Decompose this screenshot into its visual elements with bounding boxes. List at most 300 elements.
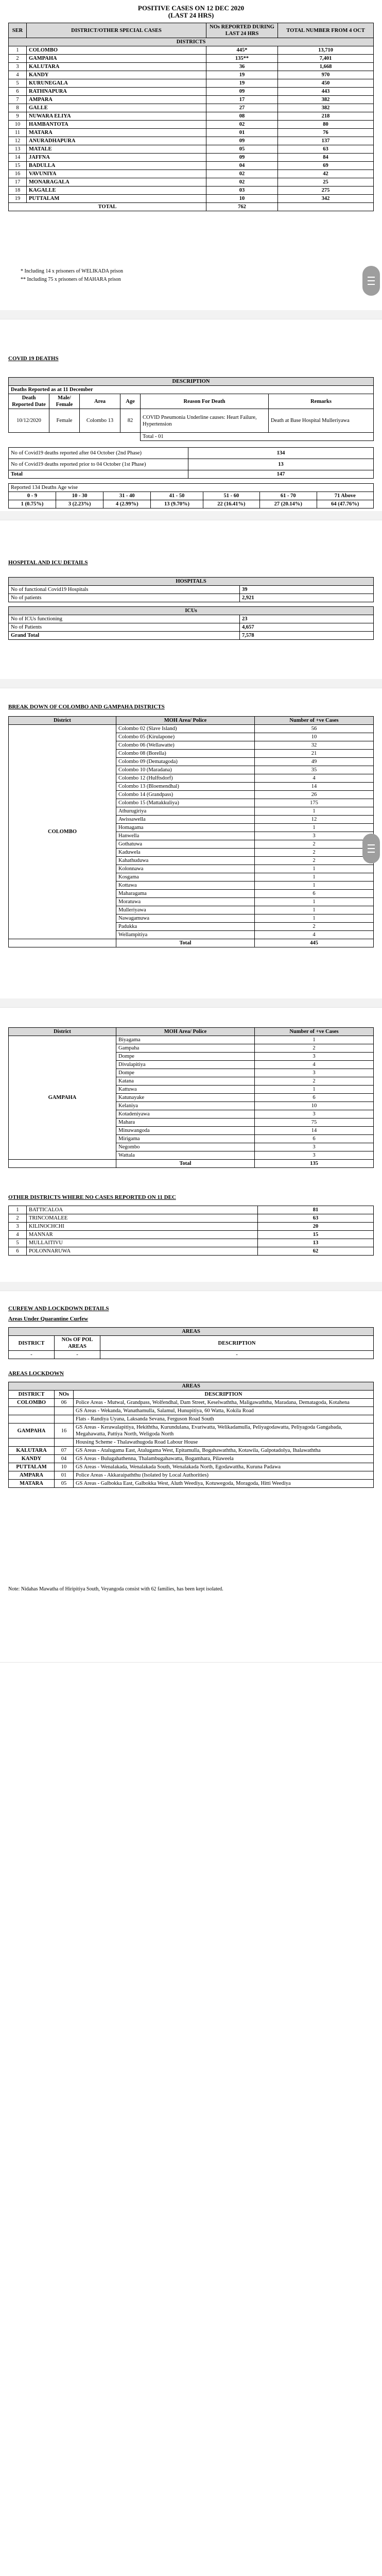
- moh-area: Moratuwa: [116, 898, 255, 906]
- row-last24: 04: [206, 162, 278, 170]
- l-col-desc: DESCRIPTION: [74, 1391, 374, 1399]
- row-total: 970: [278, 71, 374, 79]
- case-count: 32: [255, 741, 374, 750]
- l-district: PUTTALAM: [9, 1463, 55, 1471]
- moh-area: Maharagama: [116, 890, 255, 898]
- case-count: 1: [255, 824, 374, 832]
- moh-area: Colombo 09 (Dematagoda): [116, 758, 255, 766]
- l-description: GS Areas - Atalugama East, Atalugama West, Epitamulla, Bogahawaththa, Kotawila, Galpotadolya, Ihalawaththa: [74, 1447, 374, 1455]
- table-row: [9, 121, 374, 129]
- district-cell: GAMPAHA: [9, 1036, 116, 1160]
- row-ser: 3: [9, 63, 27, 71]
- row-last24: 02: [206, 170, 278, 178]
- age-head: 71 Above: [317, 492, 373, 500]
- row-last24: 17: [206, 96, 278, 104]
- row-ser: 10: [9, 121, 27, 129]
- case-count: 12: [255, 816, 374, 824]
- l-description: Flats - Randiya Uyana, Laksanda Sevana, Ferguson Road South: [74, 1415, 374, 1423]
- page-hospital: [0, 520, 382, 679]
- page-positive-cases: [0, 0, 382, 310]
- row-last24: 135**: [206, 55, 278, 63]
- moh-area: Dompe: [116, 1053, 255, 1061]
- l-district: [9, 1415, 55, 1423]
- case-count: 3: [255, 1110, 374, 1118]
- row-ser: 19: [9, 195, 27, 203]
- moh-area: Divulapitiya: [116, 1061, 255, 1069]
- row-cases: 62: [258, 1247, 374, 1256]
- row-total: 80: [278, 121, 374, 129]
- moh-area: Colombo 10 (Maradana): [116, 766, 255, 774]
- table-row: [9, 1036, 374, 1044]
- case-count: 2: [255, 857, 374, 865]
- hosp-value-0: 39: [240, 586, 374, 594]
- table-row: [9, 187, 374, 195]
- table-row: [9, 1415, 374, 1423]
- l-nos: [55, 1415, 74, 1423]
- age-value: 4 (2.99%): [103, 500, 151, 509]
- after-label: No of Covid19 deaths reported after 04 October (2nd Phase): [9, 448, 188, 459]
- row-district: MANNAR: [27, 1231, 258, 1239]
- breakdown-heading: BREAK DOWN OF COLOMBO AND GAMPAHA DISTRICTS: [8, 704, 165, 710]
- l-district: KANDY: [9, 1455, 55, 1463]
- case-count: 1: [255, 1036, 374, 1044]
- page-gap: [0, 1282, 382, 1291]
- row-ser: 4: [9, 1231, 27, 1239]
- moh-area: Colombo 13 (Bloemendhal): [116, 783, 255, 791]
- col-total: TOTAL NUMBER FROM 4 OCT: [278, 23, 374, 38]
- row-district: MONARAGALA: [27, 178, 206, 187]
- l-nos: 04: [55, 1455, 74, 1463]
- row-district: KAGALLE: [27, 187, 206, 195]
- total-row: [9, 939, 374, 947]
- icus-label: ICUs: [9, 607, 374, 615]
- moh-area: Kattuwa: [116, 1086, 255, 1094]
- table-row: [9, 162, 374, 170]
- total-value: 762: [206, 203, 278, 211]
- case-count: 2: [255, 1044, 374, 1053]
- row-district: HAMBANTOTA: [27, 121, 206, 129]
- l-nos: [55, 1407, 74, 1415]
- row-total: 450: [278, 79, 374, 88]
- death-area: Colombo 13: [80, 409, 120, 433]
- table-row: [9, 725, 374, 733]
- moh-area: Colombo 12 (Hulftsdorf): [116, 774, 255, 783]
- row-ser: 13: [9, 145, 27, 154]
- row-district: JAFFNA: [27, 154, 206, 162]
- deaths-table: [8, 377, 374, 441]
- table-row: [9, 104, 374, 112]
- l-col-nos: NOs: [55, 1391, 74, 1399]
- table-row: [9, 1463, 374, 1471]
- moh-area: Wellampitiya: [116, 931, 255, 939]
- row-district: MATARA: [27, 129, 206, 137]
- page-title: POSITIVE CASES ON 12 DEC 2020: [137, 4, 245, 12]
- case-count: 1: [255, 807, 374, 816]
- col-age: Age: [120, 394, 141, 409]
- l-description: Housing Scheme - Thalawathugoda Road Labour House: [74, 1438, 374, 1447]
- scroll-handle-icon[interactable]: [362, 834, 380, 863]
- l-areas-label: AREAS: [9, 1382, 374, 1391]
- row-total: 42: [278, 170, 374, 178]
- note-welikada: * Including 14 x prisoners of WELIKADA prison: [21, 268, 123, 274]
- positive-cases-table: [8, 23, 374, 211]
- table-row: [9, 1423, 374, 1438]
- l-nos: 10: [55, 1463, 74, 1471]
- table-row: [9, 1447, 374, 1455]
- prior-value: 13: [188, 459, 374, 470]
- death-reason: COVID Pneumonia Underline causes: Heart Failure, Hypertension: [141, 409, 269, 433]
- col-remarks: Remarks: [269, 394, 374, 409]
- case-count: 1: [255, 882, 374, 890]
- row-district: BATTICALOA: [27, 1206, 258, 1214]
- row-last24: 27: [206, 104, 278, 112]
- row-ser: 11: [9, 129, 27, 137]
- moh-area: Colombo 14 (Grandpass): [116, 791, 255, 799]
- total-row: [9, 1160, 374, 1168]
- table-row: [9, 178, 374, 187]
- l-nos: 07: [55, 1447, 74, 1455]
- l-nos: 06: [55, 1399, 74, 1407]
- hospital-heading: HOSPITAL AND ICU DETAILS: [8, 560, 88, 566]
- row-district: KANDY: [27, 71, 206, 79]
- row-last24: 02: [206, 121, 278, 129]
- table-row: [9, 170, 374, 178]
- row-cases: 20: [258, 1223, 374, 1231]
- moh-area: Dompe: [116, 1069, 255, 1077]
- age-label: Reported 134 Deaths Age wise: [9, 484, 374, 492]
- case-count: 56: [255, 725, 374, 733]
- row-ser: 7: [9, 96, 27, 104]
- total-empty: [278, 203, 374, 211]
- moh-area: Padukka: [116, 923, 255, 931]
- deaths-summary-table: [8, 447, 374, 479]
- q-areas-label: AREAS: [9, 1328, 374, 1336]
- row-district: ANURADHAPURA: [27, 137, 206, 145]
- case-count: 3: [255, 1069, 374, 1077]
- row-ser: 9: [9, 112, 27, 121]
- table-row: [9, 129, 374, 137]
- moh-area: Colombo 15 (Mattakkuliya): [116, 799, 255, 807]
- deaths-total-label: Total: [9, 470, 188, 479]
- table-row: [9, 1480, 374, 1488]
- deaths-heading: COVID 19 DEATHS: [8, 355, 59, 362]
- l-description: GS Areas - Wekanda, Wanathamulla, Salamul, Hunupitiya, 60 Watta, Kokila Road: [74, 1407, 374, 1415]
- note-mahara: ** Including 75 x prisoners of MAHARA prison: [21, 277, 121, 282]
- l-district: COLOMBO: [9, 1399, 55, 1407]
- case-count: 1: [255, 873, 374, 882]
- row-ser: 5: [9, 79, 27, 88]
- lockdown-table: [8, 1382, 374, 1488]
- row-total: 84: [278, 154, 374, 162]
- table-row: [9, 88, 374, 96]
- age-value: 3 (2.23%): [56, 500, 103, 509]
- row-district: MATALE: [27, 145, 206, 154]
- case-count: 4: [255, 774, 374, 783]
- l-district: AMPARA: [9, 1471, 55, 1480]
- table-row: [9, 1231, 374, 1239]
- col-district: District: [9, 717, 116, 725]
- prior-label: No of Covid19 deaths reported prior to 04 October (1st Phase): [9, 459, 188, 470]
- l-description: GS Areas - Wenalakada, Wenalakada South, Wenalakada North, Egodawattha, Kuruna Padawa: [74, 1463, 374, 1471]
- row-last24: 01: [206, 129, 278, 137]
- total-value: 135: [255, 1160, 374, 1168]
- case-count: 26: [255, 791, 374, 799]
- l-nos: 16: [55, 1423, 74, 1438]
- deaths-total-01: Total - 01: [141, 433, 374, 441]
- page-gap: [0, 511, 382, 520]
- total-label: TOTAL: [9, 203, 206, 211]
- case-count: 14: [255, 783, 374, 791]
- row-total: 63: [278, 145, 374, 154]
- col-reason: Reason For Death: [141, 394, 269, 409]
- table-row: [9, 63, 374, 71]
- row-cases: 81: [258, 1206, 374, 1214]
- table-row: [9, 1471, 374, 1480]
- row-district: VAVUNIYA: [27, 170, 206, 178]
- death-remarks: Death at Base Hospital Mulleriyawa: [269, 409, 374, 433]
- moh-area: Katunayake: [116, 1094, 255, 1102]
- row-district: BADULLA: [27, 162, 206, 170]
- l-col-district: DISTRICT: [9, 1391, 55, 1399]
- moh-area: Kaduwela: [116, 849, 255, 857]
- col-moh: MOH Area/ Police: [116, 1028, 255, 1036]
- col-death-date: Death Reported Date: [9, 394, 49, 409]
- case-count: 6: [255, 1094, 374, 1102]
- total-row: [9, 203, 374, 211]
- l-district: [9, 1407, 55, 1415]
- row-cases: 13: [258, 1239, 374, 1247]
- l-description: Police Areas - Akkaraipaththu (Isolated by Local Authorities): [74, 1471, 374, 1480]
- row-total: 13,710: [278, 46, 374, 55]
- row-last24: 08: [206, 112, 278, 121]
- page-colombo-breakdown: [0, 688, 382, 998]
- moh-area: Awissawella: [116, 816, 255, 824]
- row-ser: 6: [9, 1247, 27, 1256]
- q-col-district: DISTRICT: [9, 1336, 55, 1351]
- case-count: 2: [255, 849, 374, 857]
- table-row: [9, 1247, 374, 1256]
- l-description: GS Areas - Kerawalapitiya, Hekiththa, Kurundulana, Evariwatta, Welikadamulla, Peliyagodawatta, Peliyagoda Gangabada, Megahawatta, Pattiya North, Weligoda North: [74, 1423, 374, 1438]
- col-last24: NOs REPORTED DURING LAST 24 HRS: [206, 23, 278, 38]
- deaths-reported-label: Deaths Reported as at 11 December: [9, 386, 374, 394]
- row-total: 218: [278, 112, 374, 121]
- colombo-table: [8, 716, 374, 947]
- row-total: 69: [278, 162, 374, 170]
- table-row: [9, 195, 374, 203]
- col-ser: SER: [9, 23, 27, 38]
- moh-area: Colombo 08 (Borella): [116, 750, 255, 758]
- icu-label-1: No of Patients: [9, 623, 240, 632]
- row-ser: 14: [9, 154, 27, 162]
- moh-area: Mahara: [116, 1118, 255, 1127]
- row-cases: 15: [258, 1231, 374, 1239]
- moh-area: Colombo 05 (Kirulapone): [116, 733, 255, 741]
- deaths-total-value: 147: [188, 470, 374, 479]
- l-description: Police Areas - Mutwal, Grandpass, Wolfendhal, Dam Street, Keselwaththa, Maligawaththa, Maradana, Dematagoda, Kotahena: [74, 1399, 374, 1407]
- col-cases: Number of +ve Cases: [255, 717, 374, 725]
- q-col-nos: NOs OF POL AREAS: [55, 1336, 100, 1351]
- moh-area: Mirigama: [116, 1135, 255, 1143]
- table-row: [9, 137, 374, 145]
- row-total: 342: [278, 195, 374, 203]
- death-date: 10/12/2020: [9, 409, 49, 433]
- row-ser: 8: [9, 104, 27, 112]
- row-last24: 10: [206, 195, 278, 203]
- icu-label-0: No of ICUs functioning: [9, 615, 240, 623]
- row-last24: 05: [206, 145, 278, 154]
- row-last24: 09: [206, 154, 278, 162]
- row-ser: 4: [9, 71, 27, 79]
- row-total: 382: [278, 104, 374, 112]
- row-ser: 3: [9, 1223, 27, 1231]
- case-count: 1: [255, 898, 374, 906]
- l-district: MATARA: [9, 1480, 55, 1488]
- hosp-label-1: No of patients: [9, 594, 240, 602]
- row-district: KALUTARA: [27, 63, 206, 71]
- moh-area: Colombo 02 (Slave Island): [116, 725, 255, 733]
- icu-value-2: 7,578: [240, 632, 374, 640]
- moh-area: Athurugiriya: [116, 807, 255, 816]
- moh-area: Kosgama: [116, 873, 255, 882]
- col-district: District: [9, 1028, 116, 1036]
- l-nos: 05: [55, 1480, 74, 1488]
- case-count: 3: [255, 1053, 374, 1061]
- page-gap: [0, 679, 382, 688]
- row-last24: 09: [206, 137, 278, 145]
- moh-area: Gampaha: [116, 1044, 255, 1053]
- age-head: 41 - 50: [151, 492, 203, 500]
- icu-label-2: Grand Total: [9, 632, 240, 640]
- row-ser: 2: [9, 55, 27, 63]
- row-ser: 5: [9, 1239, 27, 1247]
- quarantine-table: [8, 1327, 374, 1359]
- total-empty: [9, 939, 116, 947]
- age-table: [8, 483, 374, 509]
- l-description: GS Areas - Bulugahathenna, Thalambugahawatta, Bogamhara, Pilaweela: [74, 1455, 374, 1463]
- scroll-handle-icon[interactable]: [362, 266, 380, 296]
- row-district: GAMPAHA: [27, 55, 206, 63]
- age-head: 51 - 60: [203, 492, 259, 500]
- row-total: 382: [278, 96, 374, 104]
- col-sex: Male/ Female: [49, 394, 80, 409]
- case-count: 1: [255, 914, 374, 923]
- row-total: 1,668: [278, 63, 374, 71]
- table-row: [9, 154, 374, 162]
- age-value: 13 (9.70%): [151, 500, 203, 509]
- group-districts: DISTRICTS: [9, 38, 374, 46]
- page-gampaha-breakdown: [0, 1008, 382, 1282]
- moh-area: Hanwella: [116, 832, 255, 840]
- age-value: 1 (0.75%): [9, 500, 56, 509]
- l-description: GS Areas - Galbokka East, Galbokka West, Aluth Weediya, Kotuwegoda, Moragoda, Hitti Weediya: [74, 1480, 374, 1488]
- table-row: [9, 1206, 374, 1214]
- row-ser: 1: [9, 46, 27, 55]
- row-district: TRINCOMALEE: [27, 1214, 258, 1223]
- row-district: NUWARA ELIYA: [27, 112, 206, 121]
- row-last24: 02: [206, 178, 278, 187]
- moh-area: Biyagama: [116, 1036, 255, 1044]
- case-count: 14: [255, 1127, 374, 1135]
- row-ser: 1: [9, 1206, 27, 1214]
- l-nos: [55, 1438, 74, 1447]
- l-district: [9, 1438, 55, 1447]
- row-district: KURUNEGALA: [27, 79, 206, 88]
- col-district: DISTRICT/OTHER SPECIAL CASES: [27, 23, 206, 38]
- age-value: 22 (16.41%): [203, 500, 259, 509]
- hosp-value-1: 2,921: [240, 594, 374, 602]
- case-count: 4: [255, 1061, 374, 1069]
- icu-value-0: 23: [240, 615, 374, 623]
- l-district: KALUTARA: [9, 1447, 55, 1455]
- q-col-desc: DESCRIPTION: [100, 1336, 374, 1351]
- table-row: [9, 46, 374, 55]
- table-row: [9, 1455, 374, 1463]
- lockdown-note: Note: Nidahas Mawatha of Hiripitiya South, Veyangoda consist with 62 families, has been kept isolated.: [8, 1586, 223, 1592]
- age-head: 0 - 9: [9, 492, 56, 500]
- page-deaths: [0, 319, 382, 511]
- gampaha-table: [8, 1027, 374, 1168]
- row-total: 7,401: [278, 55, 374, 63]
- row-ser: 15: [9, 162, 27, 170]
- case-count: 3: [255, 1151, 374, 1160]
- row-total: 275: [278, 187, 374, 195]
- total-label: Total: [116, 939, 255, 947]
- moh-area: Nawagamuwa: [116, 914, 255, 923]
- table-row: [9, 1438, 374, 1447]
- other-districts-table: [8, 1206, 374, 1256]
- table-row: [9, 96, 374, 104]
- hospital-table: [8, 577, 374, 640]
- moh-area: Negombo: [116, 1143, 255, 1151]
- case-count: 6: [255, 890, 374, 898]
- row-cases: 63: [258, 1214, 374, 1223]
- age-value: 27 (20.14%): [260, 500, 317, 509]
- death-age: 82: [120, 409, 141, 433]
- after-value: 134: [188, 448, 374, 459]
- moh-area: Mulleriyawa: [116, 906, 255, 914]
- hosp-label-0: No of functional Covid19 Hospitals: [9, 586, 240, 594]
- row-total: 137: [278, 137, 374, 145]
- case-count: 6: [255, 1135, 374, 1143]
- row-ser: 16: [9, 170, 27, 178]
- row-total: 76: [278, 129, 374, 137]
- case-count: 4: [255, 931, 374, 939]
- q-desc: -: [100, 1351, 374, 1359]
- l-nos: 01: [55, 1471, 74, 1480]
- age-head: 10 - 30: [56, 492, 103, 500]
- table-row: [9, 145, 374, 154]
- moh-area: Homagama: [116, 824, 255, 832]
- row-ser: 12: [9, 137, 27, 145]
- moh-area: Colombo 06 (Wellawatte): [116, 741, 255, 750]
- col-cases: Number of +ve Cases: [255, 1028, 374, 1036]
- row-district: MULLAITIVU: [27, 1239, 258, 1247]
- row-ser: 2: [9, 1214, 27, 1223]
- table-row: [9, 1399, 374, 1407]
- curfew-heading: CURFEW AND LOCKDOWN DETAILS: [8, 1306, 109, 1312]
- case-count: 75: [255, 1118, 374, 1127]
- row-ser: 6: [9, 88, 27, 96]
- col-area: Area: [80, 394, 120, 409]
- table-row: [9, 1214, 374, 1223]
- col-moh: MOH Area/ Police: [116, 717, 255, 725]
- table-row: [9, 55, 374, 63]
- case-count: 10: [255, 733, 374, 741]
- case-count: 35: [255, 766, 374, 774]
- table-row: [9, 1407, 374, 1415]
- row-district: AMPARA: [27, 96, 206, 104]
- row-last24: 19: [206, 71, 278, 79]
